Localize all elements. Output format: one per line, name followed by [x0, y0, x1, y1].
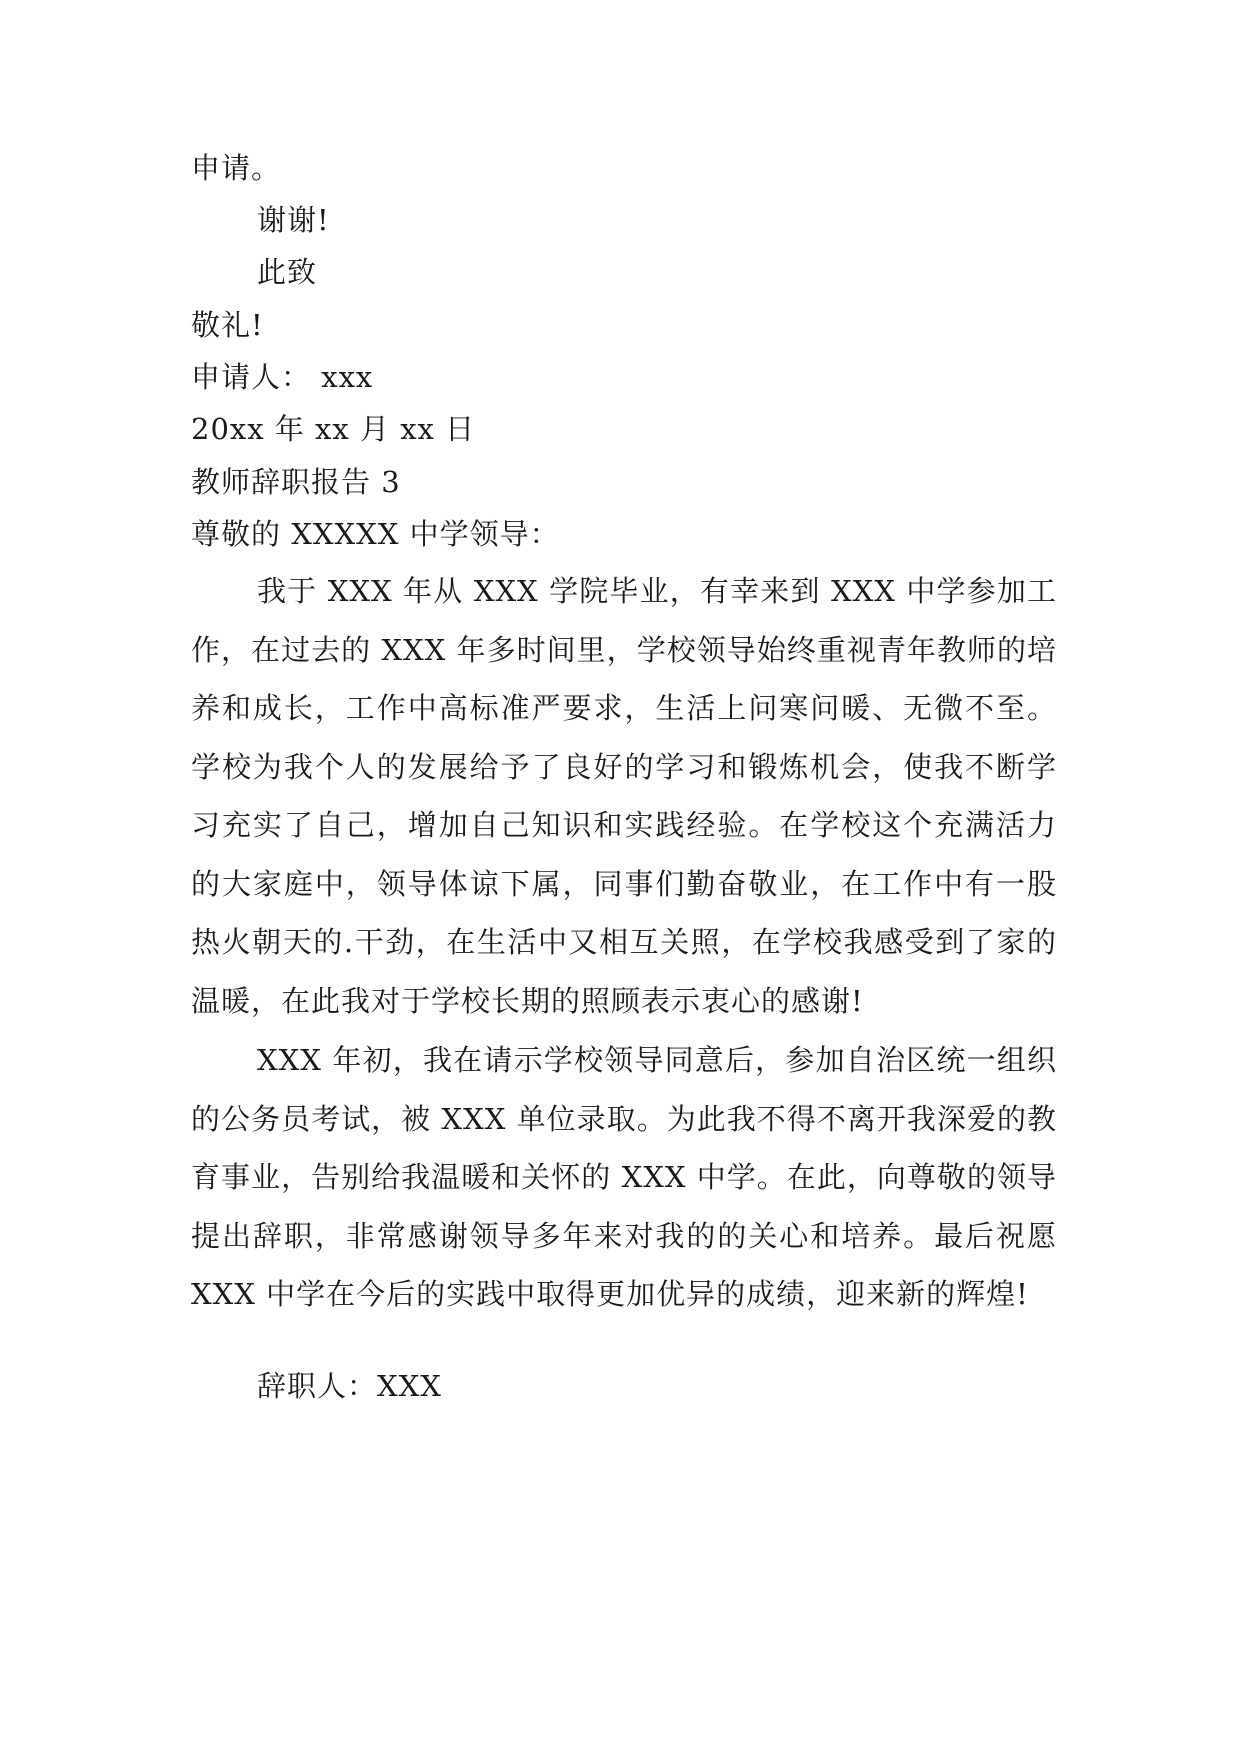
applicant-line: 申请人： xxx [191, 360, 374, 394]
body-paragraph-1: 我于 XXX 年从 XXX 学院毕业，有幸来到 XXX 中学参加工作，在过去的 XXX 年多时间里，学校领导始终重视青年教师的培养和成长，工作中高标准严要求，生活上问寒问暖、无微不至。学校为我个人的发展给予了良好的学习和锻炼机会，使我不断学习充实了自己，增加自己知识和实践经验。在学校这个充满活力的大家庭中，领导体谅下属，同事们勤奋敬业，在工作中有一股热火朝天的.干劲，在生活中又相互关照，在学校我感受到了家的温暖，在此我对于学校长期的照顾表示衷心的感谢! [191, 574, 1057, 1018]
text-line-application-end: 申请。 [191, 151, 282, 185]
date-line: 20xx 年 xx 月 xx 日 [191, 412, 476, 446]
resigner-line: 辞职人：XXX [257, 1369, 442, 1403]
body-paragraph-2: XXX 年初，我在请示学校领导同意后，参加自治区统一组织的公务员考试，被 XXX 单位录取。为此我不得不离开我深爱的教育事业，告别给我温暖和关怀的 XXX 中学。在此，向尊敬的领导提出辞职，非常感谢领导多年来对我的的关心和培养。最后祝愿 XXX 中学在今后的实践中取得更加优异的成绩，迎来新的辉煌! [191, 1043, 1057, 1311]
text-line-jing-li: 敬礼! [191, 308, 264, 342]
text-line-ci-zhi: 此致 [257, 255, 318, 289]
salutation: 尊敬的 XXXXX 中学领导： [191, 517, 560, 551]
text-line-thanks: 谢谢! [257, 203, 330, 237]
report-title: 教师辞职报告 3 [191, 465, 401, 499]
